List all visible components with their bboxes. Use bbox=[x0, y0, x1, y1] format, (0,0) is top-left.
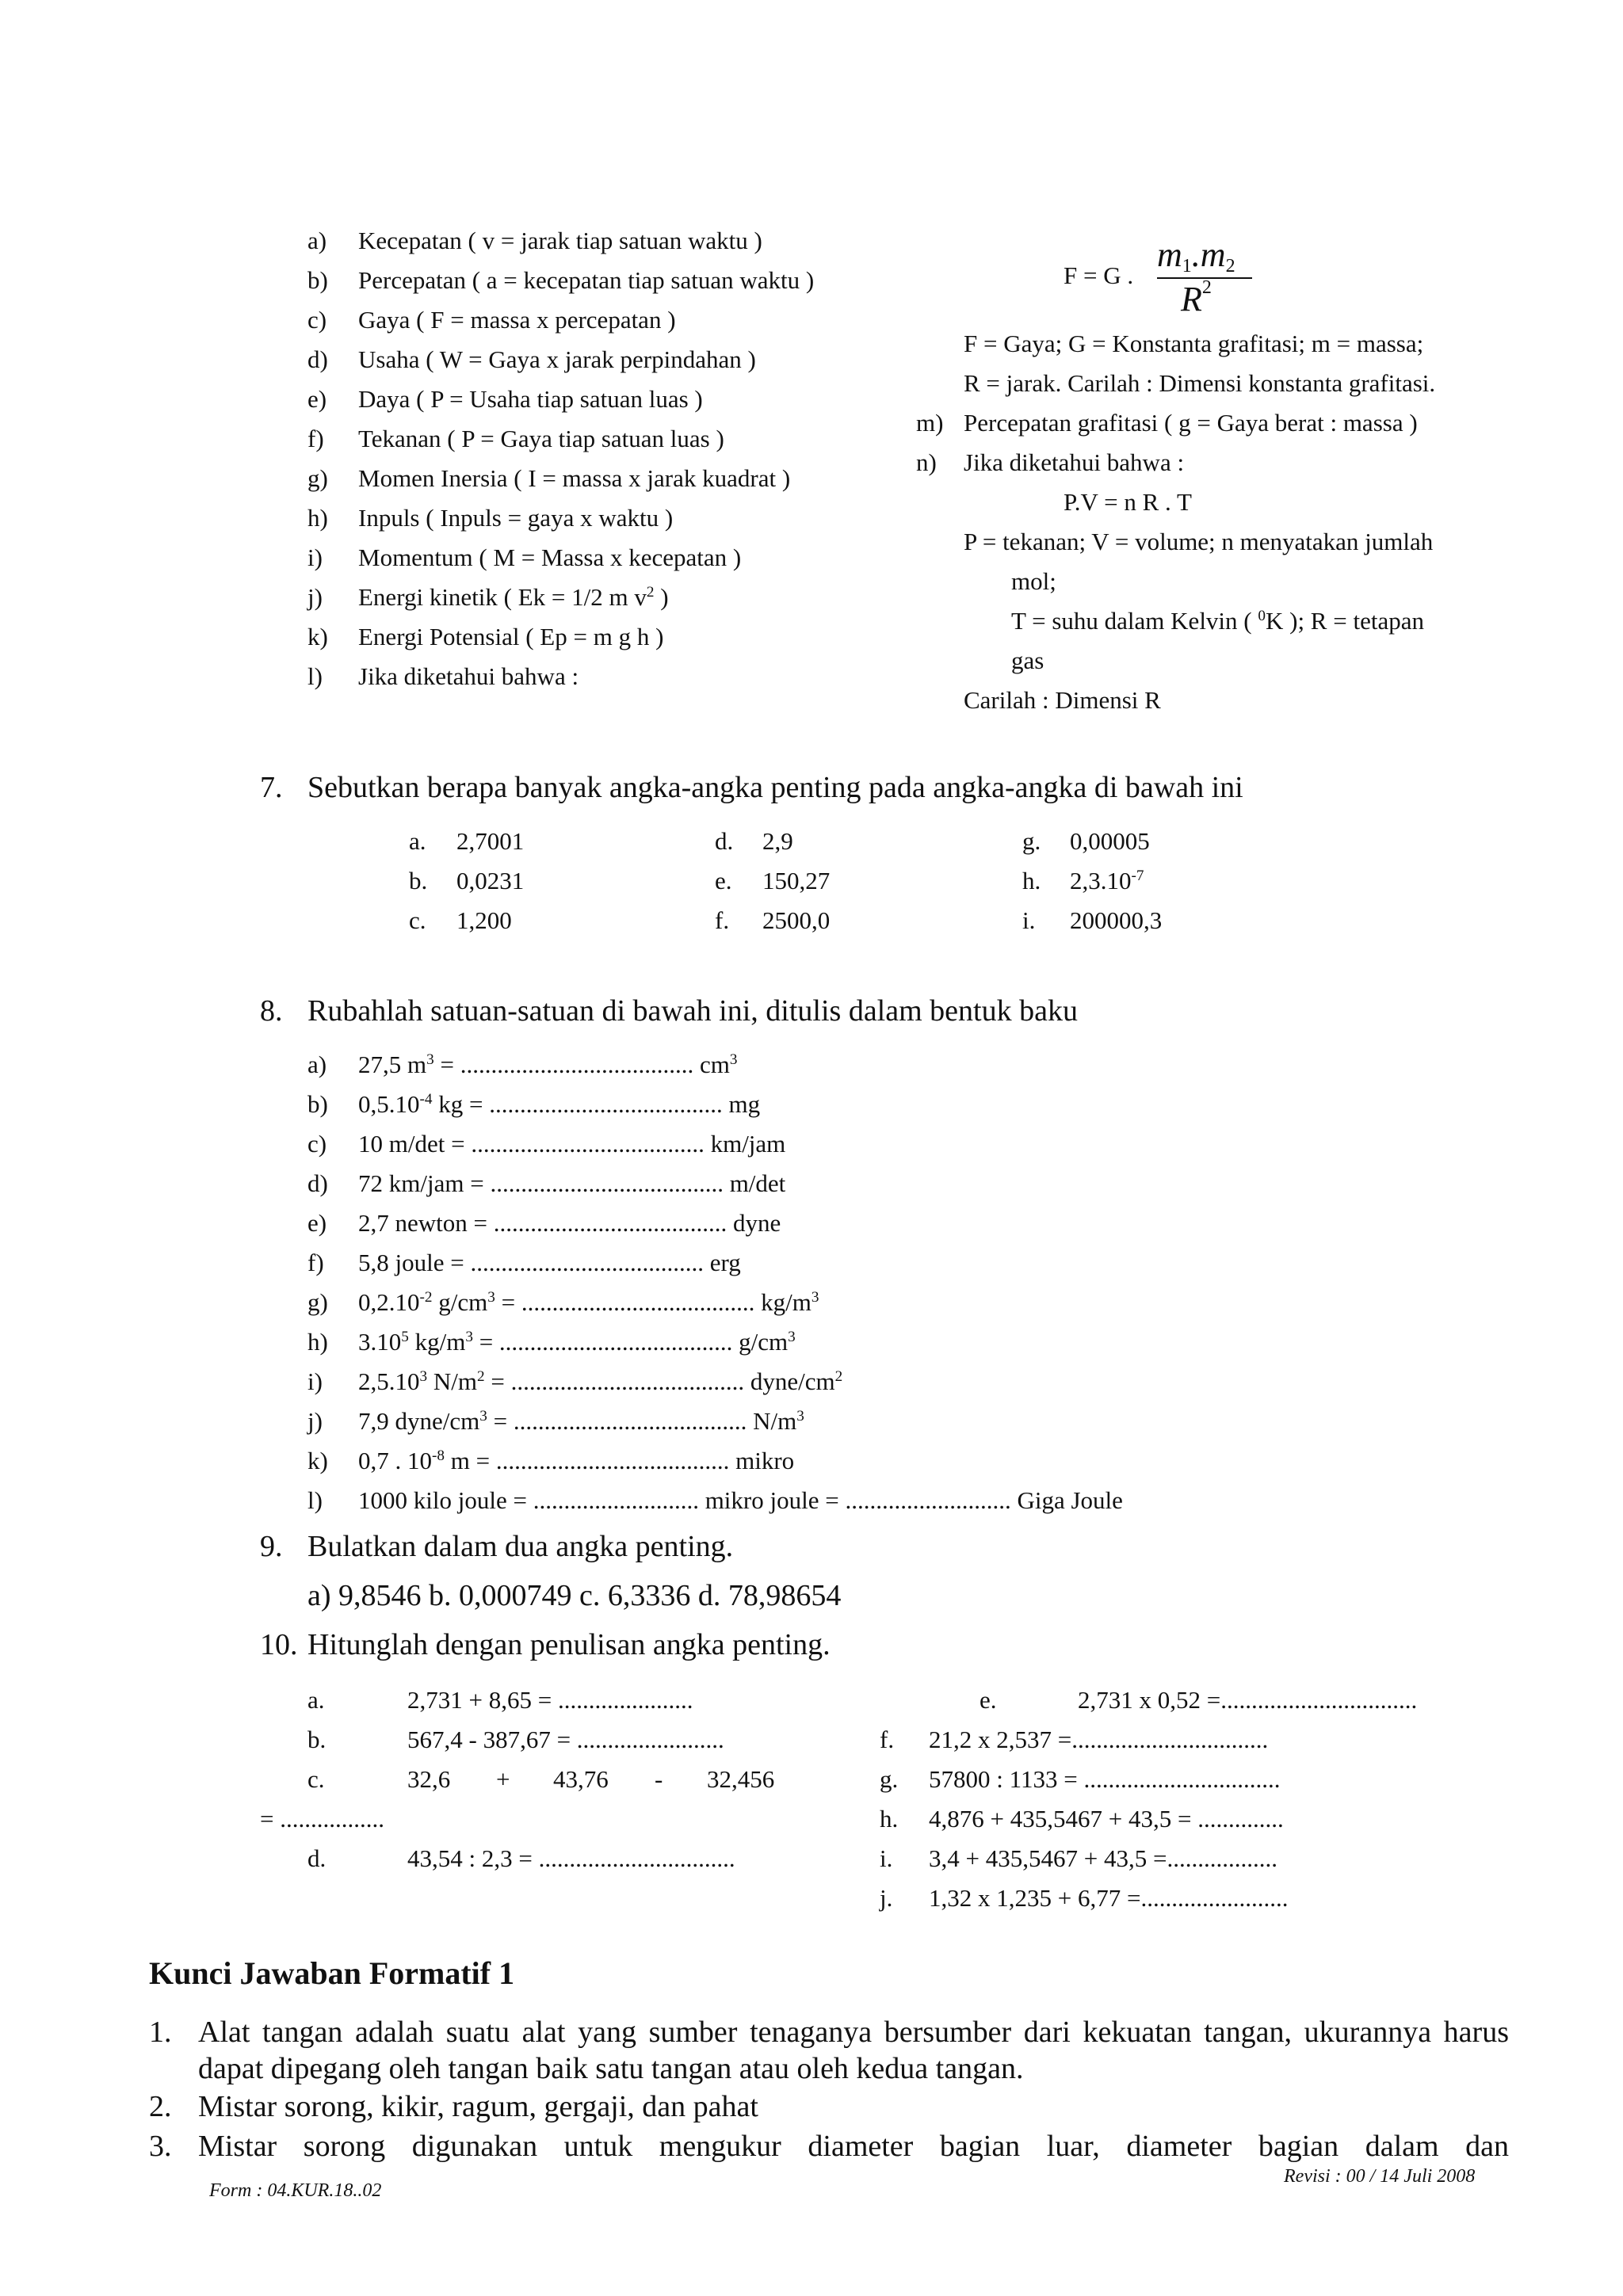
item-label: h) bbox=[307, 504, 328, 532]
footer-form-code: Form : 04.KUR.18..02 bbox=[209, 2180, 382, 2201]
item-label: a) bbox=[307, 1051, 327, 1078]
document-page: a) Kecepatan ( v = jarak tiap satuan waktu ) b) Percepatan ( a = kecepatan tiap satuan waktu ) c) Gaya ( F = massa x percepatan ) d) Usaha ( W = Gaya x jarak perpindahan ) e) Daya ( P = Usaha tiap satuan luas ) f) Tekanan ( P = Gaya tiap satuan luas ) g) Momen Inersia ( I = massa x jarak kuadrat ) h) Inpuls ( Inpuls = gaya x waktu ) i) Momentum ( M = Massa x kecepatan ) j) Energi kinetik ( Ek = 1/2 m $v^2$ ) k) Energi Potensial ( Ep = m g h ) l) Jika diketahui bahwa : F = G . $m_1.m_2$ $R^2$ F = Gaya; G = Konstanta grafitasi; m = massa; R = jarak. Carilah : Dimensi konstanta grafitasi. m) Percepatan grafitasi ( g = Gaya berat : massa ) n) Jika diketahui bahwa : P.V = n R . T P = tekanan; V = volume; n menyatakan jumlah mol; T = suhu dalam Kelvin ( $^0$K ); R = tetapan gas Carilah : Dimensi R 7. Sebutkan berapa banyak angka-angka penting pada angka-angka di bawah ini a. 2,7001 b. 0,0231 c. 1,200 d. 2,9 e. 150,27 f. 2500,0 g. 0,00005 h. $2,3.10^{-7}$ i. 200000,3 8. Rubahlah satuan-satuan di bawah ini, ditulis dalam bentuk baku a) 27,5 $m^3$ = ...................................... $cm^3$ b) $0,5.10^{-4}$ kg = ...................................... mg c) 10 m/det = ...................................... km/jam d) 72 km/jam = ...................................... m/det e) 2,7 newton = ...................................... dyne f) 5,8 joule = ...................................... erg g) $0,2.10^{-2}$ $g/cm^3$ = ...................................... $kg/m^3$ h) 3.10$^5$ $kg/m^3$ = ...................................... $g/cm^3$ i) 2,5.10$^3$ $N/m^2$ = ...................................... dyne/$cm^2$ j) 7,9 dyne/$cm^3$ = ...................................... $N/m^3$ k) 0,7 . $10^{-8}$ m = ...................................... mikro l) 1000 kilo joule = ........................... mikro joule = ........................... Giga Joule 9. Bulatkan dalam dua angka penting. a) 9,8546 b. 0,000749 c. 6,3336 d. 78,98654 10. Hitunglah dengan penulisan angka penting. a. 2,731 + 8,65 = ...................... b. 567,4 - 387,67 = ........................ c. 32,6 + 43,76 - 32,456 = ................. d. 43,54 : 2,3 = ................................ e. 2,731 x 0,52 =................................ f. 21,2 x 2,537 =................................ g. 57800 : 1133 = ................................ h. 4,876 + 435,5467 + 43,5 = .............. i. 3,4 + 435,5467 + 43,5 =.................. j. 1,32 x 1,235 + 6,77 =........................ Kunci Jawaban Formatif 1 1. Alat tangan adalah suatu alat yang sumber tenaganya bersumber dari kekuatan tangan, ukurannya harus dapat dipegang oleh tangan baik satu tangan atau oleh kedua tangan. 2. Mistar sorong, kikir, ragum, gergaji, dan pahat 3. Mistar sorong digunakan untuk mengukur diameter bagian luar, diameter bagian dalam dan Form : 04.KUR.18..02 Revisi : 00 / 14 Juli 2008 bbox=[0, 0, 1623, 2296]
item-text: 2500,0 bbox=[762, 906, 831, 934]
item-text: 3.10$^5$ $kg/m^3$ = ...................................... $g/cm^3$ bbox=[358, 1328, 796, 1356]
item-text: 1000 kilo joule = ........................... mikro joule = ........................... Giga Joule bbox=[358, 1486, 1123, 1514]
item-text: $2,3.10^{-7}$ bbox=[1070, 867, 1144, 894]
item-text: 1,200 bbox=[456, 906, 512, 934]
item-label: g) bbox=[307, 464, 328, 492]
item-label: i. bbox=[1022, 906, 1036, 934]
item-label: d) bbox=[307, 345, 328, 373]
item-text: Percepatan ( a = kecepatan tiap satuan waktu ) bbox=[358, 266, 815, 294]
item-text: 27,5 $m^3$ = ...................................... $cm^3$ bbox=[358, 1051, 738, 1078]
item-text: $0,5.10^{-4}$ kg = ...................................... mg bbox=[358, 1090, 761, 1118]
item-text: 2,7 newton = ...................................... dyne bbox=[358, 1209, 781, 1237]
item-label: b) bbox=[307, 1090, 328, 1118]
item-text: 5,8 joule = ...................................... erg bbox=[358, 1249, 741, 1276]
item-label: e) bbox=[307, 1209, 327, 1237]
ideal-gas-description-3: T = suhu dalam Kelvin ( $^0$K ); R = tetapan bbox=[1011, 607, 1424, 635]
gravity-formula-fraction bbox=[1157, 235, 1252, 322]
item-label: d. bbox=[715, 827, 734, 855]
item-text: Kecepatan ( v = jarak tiap satuan waktu ) bbox=[358, 227, 762, 254]
answer-key-title: Kunci Jawaban Formatif 1 bbox=[149, 1955, 515, 1991]
ideal-gas-question: Carilah : Dimensi R bbox=[964, 686, 1161, 714]
item-text: Tekanan ( P = Gaya tiap satuan luas ) bbox=[358, 425, 724, 452]
item-label: l) bbox=[307, 662, 323, 690]
item-label: g) bbox=[307, 1288, 328, 1316]
q10-item-c-continuation: = ................. bbox=[260, 1805, 384, 1833]
item-label: l) bbox=[307, 1486, 323, 1514]
item-text: 200000,3 bbox=[1070, 906, 1163, 934]
item-text: Usaha ( W = Gaya x jarak perpindahan ) bbox=[358, 345, 756, 373]
ideal-gas-description-4: gas bbox=[1011, 646, 1044, 674]
footer-revision: Revisi : 00 / 14 Juli 2008 bbox=[1284, 2166, 1476, 2187]
item-text: $0,2.10^{-2}$ $g/cm^3$ = ...................................... $kg/m^3$ bbox=[358, 1288, 819, 1316]
item-text: 0,0231 bbox=[456, 867, 525, 894]
item-label: a) bbox=[307, 227, 327, 254]
item-text: Momen Inersia ( I = massa x jarak kuadrat ) bbox=[358, 464, 791, 492]
item-label: j) bbox=[307, 1407, 323, 1435]
item-text: 2,9 bbox=[762, 827, 793, 855]
item-text: Momentum ( M = Massa x kecepatan ) bbox=[358, 543, 742, 571]
item-text: 0,7 . $10^{-8}$ m = ...................................... mikro bbox=[358, 1447, 795, 1474]
gravity-description-2: R = jarak. Carilah : Dimensi konstanta grafitasi. bbox=[964, 369, 1436, 397]
item-label: k) bbox=[307, 623, 328, 650]
item-label: f. bbox=[715, 906, 730, 934]
item-label: i) bbox=[307, 1367, 323, 1395]
item-label: f) bbox=[307, 1249, 324, 1276]
item-label: b) bbox=[307, 266, 328, 294]
item-label: c) bbox=[307, 306, 327, 334]
item-text: Gaya ( F = massa x percepatan ) bbox=[358, 306, 676, 334]
item-text: Energi kinetik ( Ek = 1/2 m $v^2$ ) bbox=[358, 583, 669, 611]
item-text: 7,9 dyne/$cm^3$ = ...................................... $N/m^3$ bbox=[358, 1407, 804, 1435]
item-text: Energi Potensial ( Ep = m g h ) bbox=[358, 623, 664, 650]
item-label: h. bbox=[1022, 867, 1041, 894]
gravity-description-1: F = Gaya; G = Konstanta grafitasi; m = massa; bbox=[964, 330, 1424, 357]
item-label: d) bbox=[307, 1169, 328, 1197]
item-text: 150,27 bbox=[762, 867, 831, 894]
item-text: 0,00005 bbox=[1070, 827, 1150, 855]
item-label: h) bbox=[307, 1328, 328, 1356]
item-text: 10 m/det = ...................................... km/jam bbox=[358, 1130, 786, 1158]
item-text: Daya ( P = Usaha tiap satuan luas ) bbox=[358, 385, 703, 413]
item-label: c. bbox=[409, 906, 426, 934]
ideal-gas-description-2: mol; bbox=[1011, 567, 1056, 595]
item-label: g. bbox=[1022, 827, 1041, 855]
item-text: 72 km/jam = ...................................... m/det bbox=[358, 1169, 786, 1197]
item-label: f) bbox=[307, 425, 324, 452]
item-label: j) bbox=[307, 583, 323, 611]
gravity-formula-prefix: F = G . bbox=[1064, 261, 1134, 289]
item-label: e) bbox=[307, 385, 327, 413]
item-label: e. bbox=[715, 867, 732, 894]
item-text: 2,7001 bbox=[456, 827, 525, 855]
item-label: i) bbox=[307, 543, 323, 571]
item-label: a. bbox=[409, 827, 426, 855]
answer-1: 1. Alat tangan adalah suatu alat yang sumber tenaganya bersumber dari kekuatan tangan, ukurannya harus dapat dipegang oleh tangan baik satu tangan atau oleh kedua tangan. bbox=[149, 2016, 1509, 2085]
item-text: Jika diketahui bahwa : bbox=[358, 662, 579, 690]
fraction-denominator: $R^2$ bbox=[1181, 277, 1212, 318]
item-text: 2,5.10$^3$ $N/m^2$ = ...................................... dyne/$cm^2$ bbox=[358, 1367, 843, 1395]
item-text: Inpuls ( Inpuls = gaya x waktu ) bbox=[358, 504, 674, 532]
item-label: b. bbox=[409, 867, 428, 894]
fraction-numerator: $m_1.m_2$ bbox=[1157, 235, 1235, 277]
question-9-values: a) 9,8546 b. 0,000749 c. 6,3336 d. 78,98654 bbox=[307, 1579, 842, 1612]
item-label: c) bbox=[307, 1130, 327, 1158]
ideal-gas-description-1: P = tekanan; V = volume; n menyatakan jumlah bbox=[964, 528, 1434, 555]
item-label: k) bbox=[307, 1447, 328, 1474]
ideal-gas-formula: P.V = n R . T bbox=[1064, 488, 1192, 516]
